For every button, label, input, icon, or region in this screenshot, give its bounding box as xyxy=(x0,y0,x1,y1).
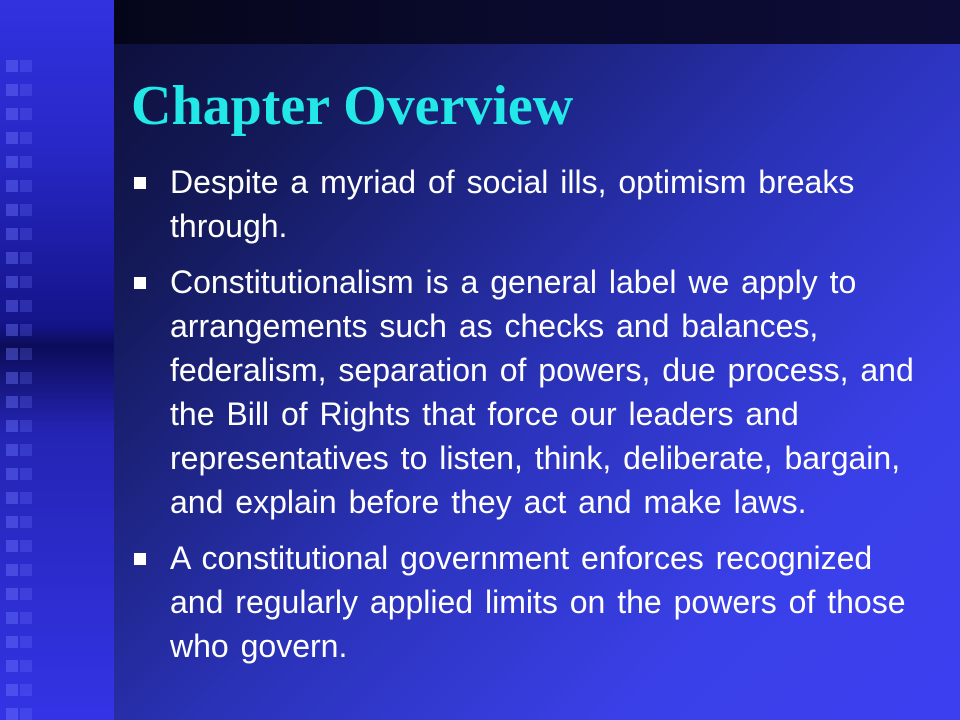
decorative-squares-column xyxy=(6,60,18,720)
bullet-text: Despite a myriad of social ills, optimism breaks through. xyxy=(170,164,855,244)
bullet-list xyxy=(132,160,932,680)
left-decorative-strip xyxy=(0,0,114,720)
top-band xyxy=(114,0,960,44)
slide-title: Chapter Overview xyxy=(131,75,574,137)
bullet-item xyxy=(132,536,932,668)
bullet-item xyxy=(132,260,932,524)
bullet-square-icon xyxy=(134,277,146,289)
bullet-item xyxy=(132,160,932,248)
bullet-square-icon xyxy=(134,177,146,189)
bullet-text: A constitutional government enforces recognized and regularly applied limits on the powers of those who govern. xyxy=(170,540,906,664)
decorative-squares-column-secondary xyxy=(20,60,32,720)
bullet-square-icon xyxy=(134,553,146,565)
bullet-text: Constitutionalism is a general label we apply to arrangements such as checks and balances, federalism, separation of powers, due process, and the Bill of Rights that force our leaders and representatives to listen, think, deliberate, bargain, and explain before they act and make laws. xyxy=(170,264,914,520)
